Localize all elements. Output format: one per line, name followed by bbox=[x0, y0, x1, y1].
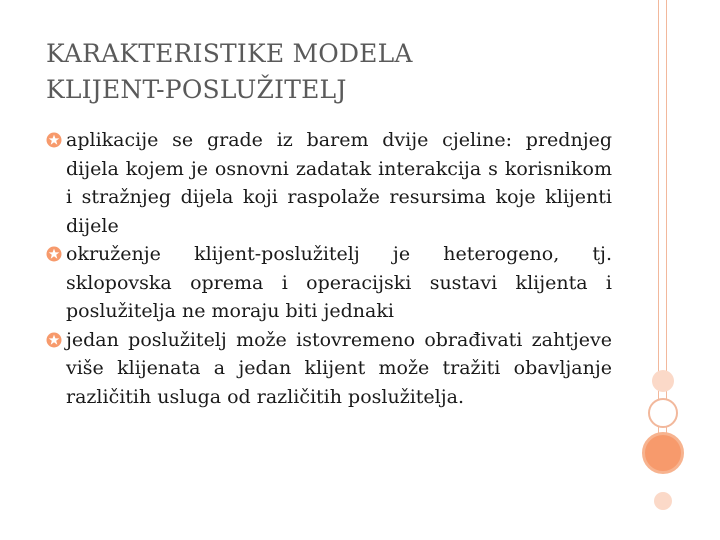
star-bullet-icon bbox=[46, 132, 62, 148]
star-bullet-icon bbox=[46, 246, 62, 262]
bullet-list bbox=[46, 126, 612, 411]
bullet-text: jedan poslužitelj može istovremeno obrađivati zahtjeve više klijenata a jedan klijent može tražiti obavljanje različitih usluga od različitih poslužitelja. bbox=[66, 328, 612, 408]
bullet-item bbox=[46, 326, 612, 412]
decorative-circle-icon bbox=[654, 492, 672, 510]
decorative-circle-icon bbox=[642, 432, 684, 474]
slide-title: KARAKTERISTIKE MODELA KLIJENT-POSLUŽITELJ bbox=[46, 39, 413, 104]
bullet-text: okruženje klijent-poslužitelj je heterogeno, tj. sklopovska oprema i operacijski sustavi klijenta i poslužitelja ne moraju biti jednaki bbox=[66, 243, 612, 322]
bullet-item bbox=[46, 240, 612, 326]
star-bullet-icon bbox=[46, 332, 62, 348]
bullet-item bbox=[46, 126, 612, 240]
decorative-circle-icon bbox=[652, 370, 674, 392]
bullet-text: aplikacije se grade iz barem dvije cjeline: prednjeg dijela kojem je osnovni zadatak interakcija s korisnikom i stražnjeg dijela koji raspolaže resursima koje klijenti dijele bbox=[66, 129, 612, 237]
decorative-circle-icon bbox=[648, 398, 678, 428]
